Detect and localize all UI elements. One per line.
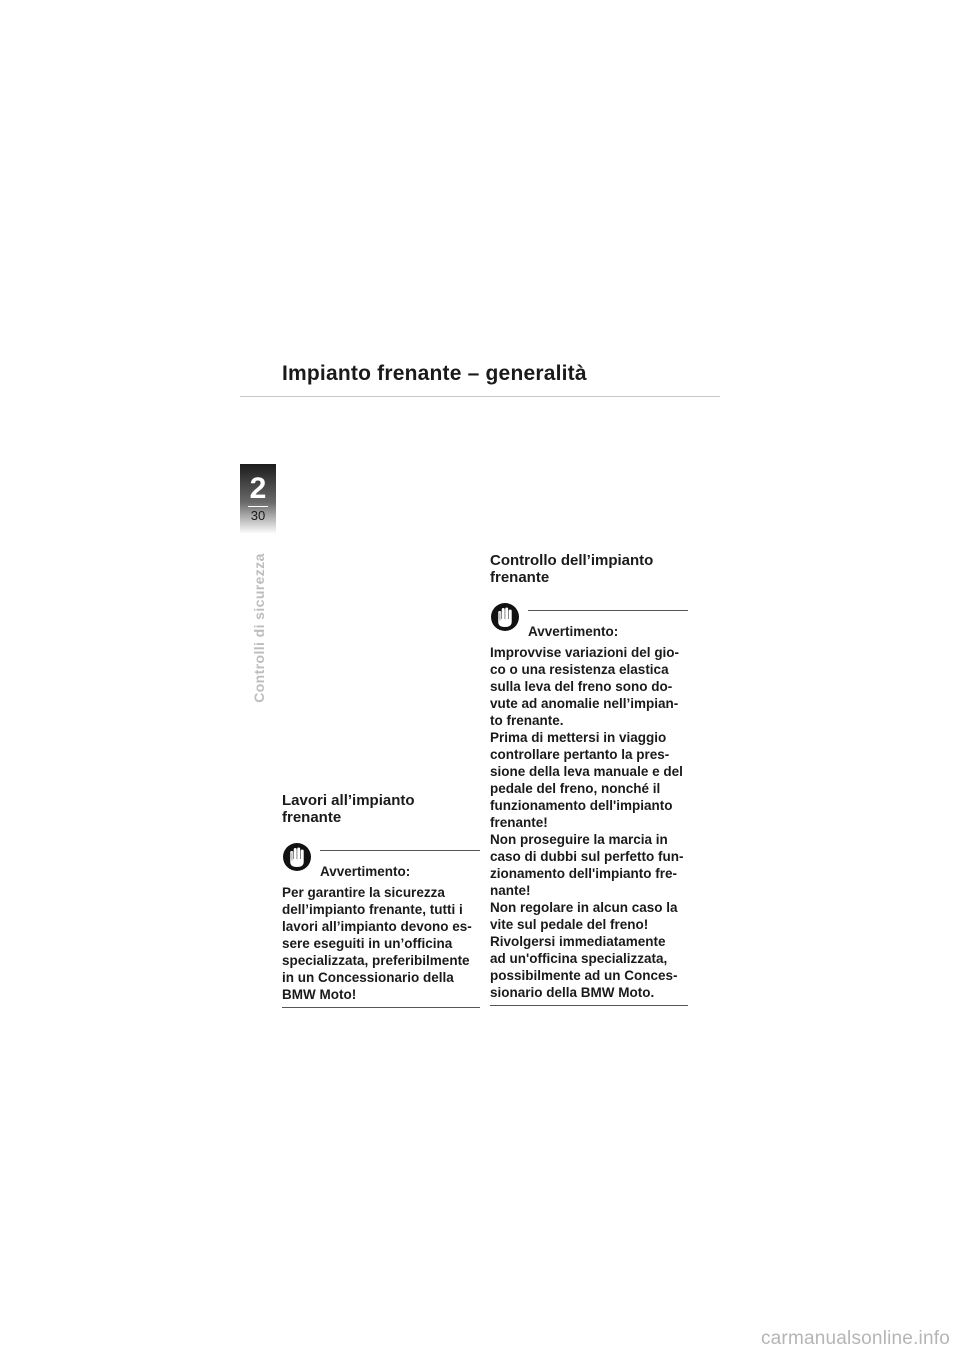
warning-line: frenante!: [490, 815, 548, 830]
warning-line: Non regolare in alcun caso la: [490, 900, 678, 915]
section-heading: [282, 792, 480, 826]
warning-line: sione della leva manuale e del: [490, 764, 683, 779]
warning-line: BMW Moto!: [282, 987, 357, 1002]
section-heading: [490, 552, 688, 586]
warning-bottom-rule: [490, 1005, 688, 1006]
warning-line: to frenante.: [490, 713, 564, 728]
warning-header: [490, 602, 688, 644]
warning-line: caso di dubbi sul perfetto fun-: [490, 849, 684, 864]
warning-line: nante!: [490, 883, 531, 898]
warning-header: [282, 842, 480, 884]
warning-line: sionario della BMW Moto.: [490, 985, 655, 1000]
warning-line: in un Concessionario della: [282, 970, 454, 985]
warning-bottom-rule: [282, 1007, 480, 1008]
section-brake-check: [490, 552, 688, 1006]
warning-top-rule: [528, 610, 688, 611]
warning-line: ad un'officina specializzata,: [490, 951, 668, 966]
warning-top-rule: [320, 850, 480, 851]
warning-line: possibilmente ad un Conces-: [490, 968, 678, 983]
page-title: Impianto frenante – generalità: [282, 362, 587, 385]
warning-line: dell’impianto frenante, tutti i: [282, 902, 463, 917]
warning-line: funzionamento dell'impianto: [490, 798, 673, 813]
warning-text: [490, 644, 688, 1001]
page-number: 30: [250, 508, 266, 523]
warning-line: pedale del freno, nonché il: [490, 781, 661, 796]
warning-line: Rivolgersi immediatamente: [490, 934, 666, 949]
chapter-separator: [248, 506, 268, 507]
warning-label: Avvertimento:: [320, 864, 411, 879]
warning-line: Improvvise variazioni del gio-: [490, 645, 680, 660]
heading-line: Lavori all’impianto: [282, 792, 415, 809]
warning-line: zionamento dell'impianto fre-: [490, 866, 677, 881]
warning-line: Per garantire la sicurezza: [282, 885, 445, 900]
warning-line: specializzata, preferibilmente: [282, 953, 470, 968]
chapter-number: 2: [249, 472, 267, 505]
warning-line: Non proseguire la marcia in: [490, 832, 668, 847]
hand-stop-icon: [282, 842, 312, 872]
warning-line: Prima di mettersi in viaggio: [490, 730, 667, 745]
chapter-tab: [240, 464, 276, 534]
warning-line: sere eseguiti in un’officina: [282, 936, 453, 951]
warning-label: Avvertimento:: [528, 624, 619, 639]
warning-line: lavori all’impianto devono es-: [282, 919, 472, 934]
heading-line: frenante: [282, 809, 342, 826]
section-brake-work: [282, 792, 480, 1008]
warning-line: controllare pertanto la pres-: [490, 747, 670, 762]
heading-line: Controllo dell’impianto: [490, 552, 654, 569]
watermark-url: carmanualsonline.info: [760, 1328, 950, 1349]
chapter-side-label: Controlli di sicurezza: [251, 553, 267, 703]
warning-line: co o una resistenza elastica: [490, 662, 669, 677]
title-divider: [240, 396, 720, 397]
warning-line: vite sul pedale del freno!: [490, 917, 649, 932]
hand-stop-icon: [490, 602, 520, 632]
warning-line: sulla leva del freno sono do-: [490, 679, 673, 694]
warning-text: [282, 884, 480, 1003]
heading-line: frenante: [490, 569, 550, 586]
warning-line: vute ad anomalie nell’impian-: [490, 696, 679, 711]
